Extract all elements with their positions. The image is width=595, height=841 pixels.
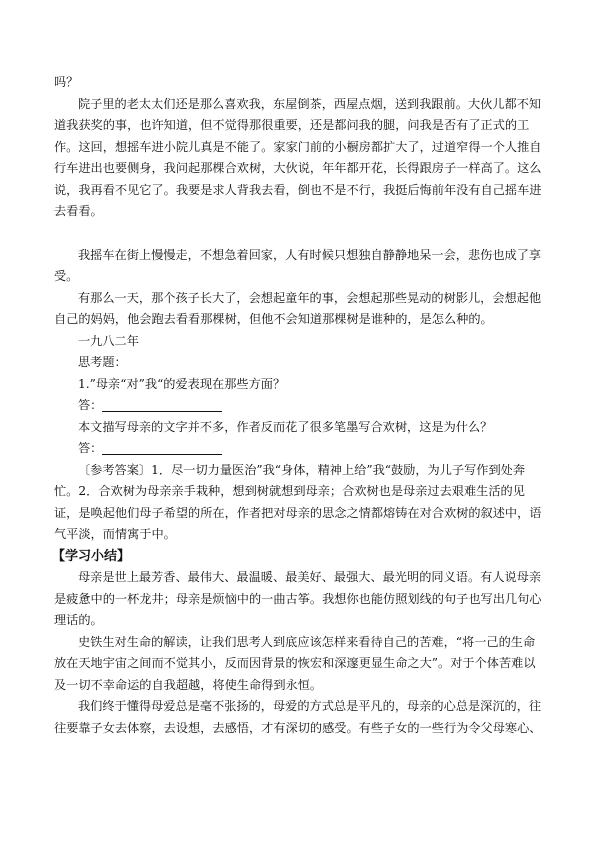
paragraph-continuation: 吗？: [54, 75, 79, 89]
paragraph-gap: [54, 223, 542, 245]
questions-title: 思考题：: [78, 355, 127, 369]
answer-line-1: [54, 395, 542, 417]
summary-paragraph-2: 史铁生对生命的解读，让我们思考人到底应该怎样来看待自己的苦难，“将一己的生命放在天地宇宙之间而不觉其小，反而因背景的恢宏和深邃更显生命之大”。对于个体苦难以及一切不幸命运的自我超越，将使生命得到永恒。: [54, 634, 536, 692]
question-1: 1.”母亲“对”我“的爱表现在那些方面？: [78, 376, 286, 391]
document-body: [54, 72, 542, 739]
summary-paragraph-1: 母亲是世上最芳香、最伟大、最温暖、最美好、最强大、最光明的同义语。有人说母亲是疲惫中的一杯龙井；母亲是烦恼中的一曲古筝。我想你也能仿照划线的句子也写出几句心理话的。: [54, 570, 542, 627]
date-line: 一九八二年: [78, 333, 139, 348]
answer-label: 答：: [78, 398, 103, 412]
summary-heading: 【学习小结】: [52, 548, 131, 564]
answer-blank-1[interactable]: [102, 397, 222, 412]
answer-line-2: [54, 438, 542, 460]
paragraph-courtyard: 院子里的老太太们还是那么喜欢我，东屋倒茶，西屋点烟，送到我跟前。大伙儿都不知道我获奖的事，也许知道，但不觉得那很重要，还是都问我的腿，问我是否有了正式的工作。这回，想摇车进小院儿真是不能了。家家门前的小橱房都扩大了，过道窄得一个人推自行车进出也要侧身，我问起那棵合欢树，大伙说，年年都开花，长得跟房子一样高了。这么说，我再看不见它了。我要是求人背我去看，倒也不是不行，我挺后悔前年没有自己摇车进去看看。: [54, 96, 542, 218]
reference-answer: 〔参考答案〕1．尽一切力量医治”我“身体，精神上给”我“鼓励，为儿子写作到处奔忙。2．合欢树为母亲亲手栽种，想到树就想到母亲；合欢树也是母亲过去艰难生活的见证，是唤起他们母子希望的所在，作者把对母亲的思念之情都熔铸在对合欢树的叙述中，语气平淡，而情寓于中。: [54, 462, 542, 541]
question-2: 本文描写母亲的文字并不多，作者反而花了很多笔墨写合欢树，这是为什么？: [78, 419, 493, 434]
answer-label: 答：: [78, 441, 103, 455]
summary-paragraph-3: 我们终于懂得母爱总是毫不张扬的，母爱的方式总是平凡的，母亲的心总是深沉的，往往要靠子女去体察，去设想，去感悟，才有深切的感受。有些子女的一些行为令父母寒心、: [54, 699, 542, 735]
paragraph-street: 我摇车在街上慢慢走，不想急着回家，人有时候只想独自静静地呆一会，悲伤也成了享受。: [54, 247, 542, 283]
answer-blank-2[interactable]: [102, 440, 222, 455]
paragraph-child: 有那么一天，那个孩子长大了，会想起童年的事，会想起那些晃动的树影儿，会想起他自己的妈妈，他会跑去看看那棵树，但他不会知道那棵树是谁种的，是怎么种的。: [54, 290, 542, 326]
